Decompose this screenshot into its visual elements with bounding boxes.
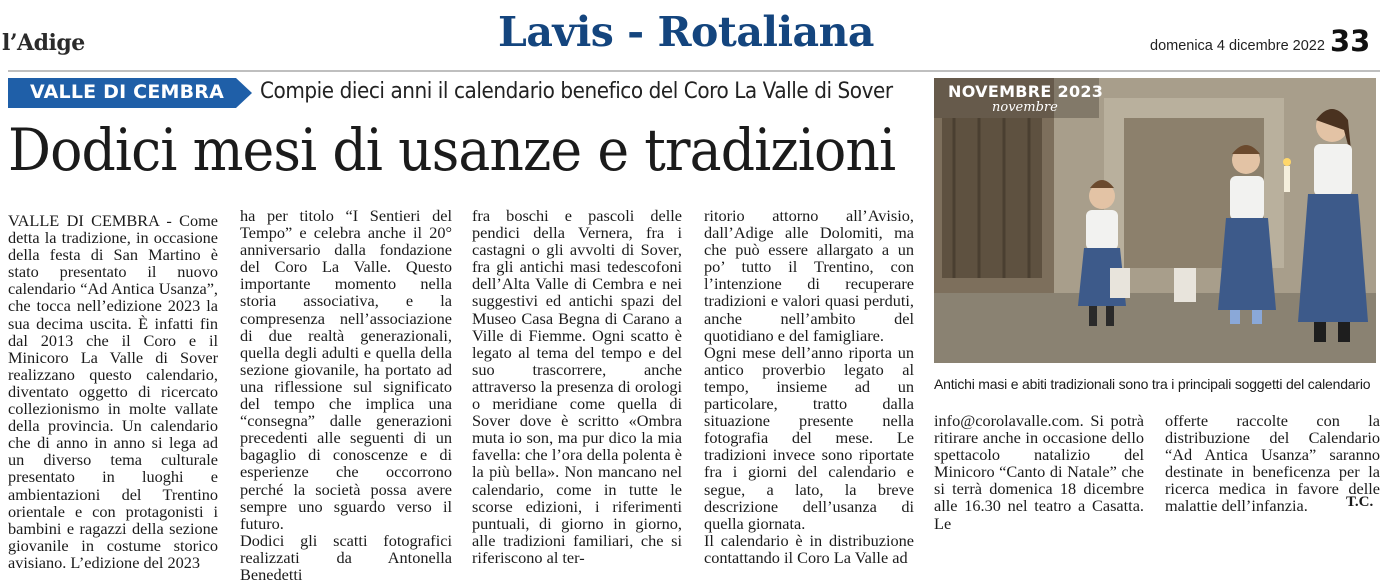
paragraph: ritorio attorno all’Avisio, dall’Adige alle Dolomiti, ma che può essere allargato a un po’ tutto il Trentino, con l’intenzione di recuperare tradizioni e valori quasi perduti, anche nell’ambito del quotidiano e del famigliare. [704,206,914,345]
kicker-label: VALLE DI CEMBRA [30,81,225,103]
photo-month-sublabel: novembre [992,100,1058,115]
page-number: 33 [1330,24,1371,58]
paragraph: info@corolavalle.com. Si potrà ritirare anche in occasione dello spettacolo natalizio del Minicoro “Canto di Natale” che si terrà domenica 18 dicembre alle 16.30 nel teatro a Casatta. Le [934,411,1144,533]
photo-illustration [934,78,1376,363]
paragraph: fra boschi e pascoli delle pendici della Vernera, fra i castagni o gli avvolti di Sover, fra gli antichi masi tedescofoni dell’Alta Valle di Cembra e nei suggestivi ed antichi spazi del Museo Casa Begna di Carano a Ville di Fiemme. Ogni scatto è legato al tema del tempo e del suo trascorrere, anche attraverso la presenza di orologi o meridiane come quella di Sover dove è scritto «Ombra muta io son, ma pur dico la mia favella: che l’ora della polenta è la più bella». Non mancano nel calendario, come in tutte le scorse edizioni, i riferimenti puntuali, di giorno in giorno, alle tradizioni familiari, che si riferiscono al ter- [472,206,682,567]
paragraph: Ogni mese dell’anno riporta un antico proverbio legato al tempo, insieme ad un particolare, tratto dalla situazione presente nella fotografia del mese. Le tradizioni invece sono riportate fra i giorni del calendario e segue, a lato, la breve descrizione dell’usanza di quella giornata. [704,342,914,533]
article-column-3 [472,207,682,566]
article-headline: Dodici mesi di usanze e tradizioni [8,116,896,184]
article-column-5 [934,412,1144,532]
photo-month-label: NOVEMBRE 2023 [948,82,1104,101]
photo-caption: Antichi masi e abiti tradizionali sono tra i principali soggetti del calendario [934,376,1371,392]
article-column-2 [240,207,452,583]
calendar-photo [934,78,1376,363]
kicker-badge [8,78,252,108]
section-title: Lavis - Rotaliana [498,8,874,56]
issue-date: domenica 4 dicembre 2022 [1150,38,1325,54]
header-rule [8,70,1380,72]
paragraph: Dodici gli scatti fotografici realizzati da Antonella Benedetti [240,530,452,584]
article-column-1 [8,212,218,571]
article-column-4 [704,207,914,566]
paragraph: Il calendario è in distribuzione contattando il Coro La Valle ad [704,530,914,567]
paragraph: offerte raccolte con la distribuzione del Calendario “Ad Antica Usanza” saranno destinate in beneficenza per la ricerca medica in favore delle malattie dell’infanzia. [1165,411,1380,516]
article-subhead: Compie dieci anni il calendario benefico del Coro La Valle di Sover [260,78,893,104]
paragraph: ha per titolo “I Sentieri del Tempo” e celebra anche il 20° anniversario dalla fondazione del Coro La Valle. Questo importante momento nella storia associativa, e la compresenza nell’associazione di due realtà generazionali, quella degli adulti e quella della sezione giovanile, ha portato ad una riflessione sul significato del tempo che implica una “consegna” dalle generazioni precedenti alle seguenti di un bagaglio di conoscenze e di esperienze che occorrono perché la società possa avere sempre uno sguardo verso il futuro. [240,206,452,533]
newspaper-masthead: l’Adige [2,30,85,56]
paragraph: VALLE DI CEMBRA - Come detta la tradizione, in occasione della festa di San Martino è stato presentato il nuovo calendario “Ad Antica Usanza”, che tocca nell’edizione 2023 la sua decima uscita. È infatti fin dal 2013 che il Coro e il Minicoro La Valle di Sover realizzano questo calendario, diventato oggetto di ricercato collezionismo in molte vallate della provincia. Un calendario che di anno in anno si lega ad un diverso tema culturale presentato in luoghi e ambientazioni del Trentino orientale e con protagonisti i bambini e ragazzi della sezione giovanile in costume storico avisiano. L’edizione del 2023 [8,211,218,572]
author-signature: T.C. [1346,494,1374,510]
